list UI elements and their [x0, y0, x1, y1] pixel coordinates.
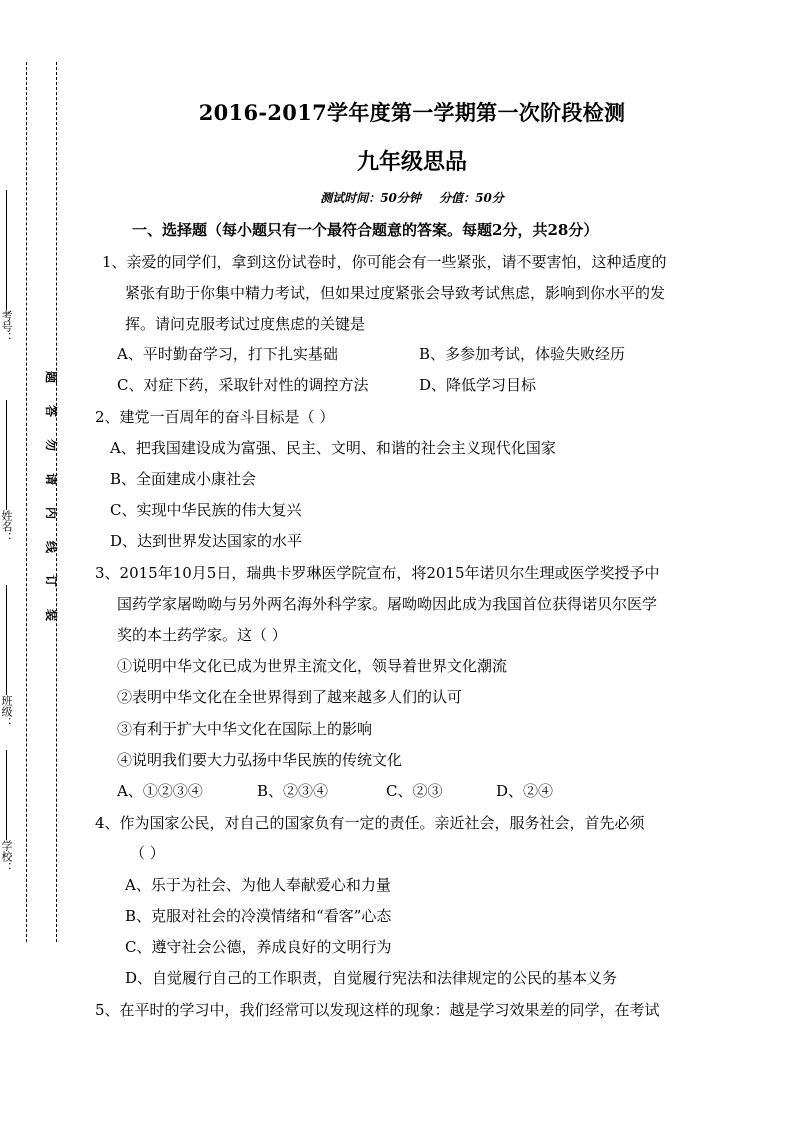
question-2-option-d[interactable]: D、达到世界发达国家的水平: [110, 532, 303, 550]
warning-char: 答: [44, 404, 58, 417]
question-3-option-d[interactable]: D、②④: [496, 782, 554, 800]
exam-meta: [92, 189, 732, 206]
exam-title: 2016-2017学年度第一学期第一次阶段检测: [198, 100, 626, 125]
question-1-option-b[interactable]: B、多参加考试，体验失败经历: [419, 345, 626, 363]
exam-time: 测试时间：50分钟: [320, 191, 421, 205]
binding-warning: [34, 360, 58, 632]
question-4-option-c[interactable]: C、遵守社会公德，养成良好的文明行为: [125, 938, 392, 956]
warning-char: 勿: [44, 438, 58, 451]
question-4-stem: 4、作为国家公民，对自己的国家负有一定的责任。亲近社会，服务社会，首先必须: [95, 814, 645, 832]
name-label: 姓名：: [0, 510, 13, 543]
binding-margin: [0, 0, 70, 1123]
question-2-option-a[interactable]: A、把我国建设成为富强、民主、文明、和谐的社会主义现代化国家: [110, 439, 556, 457]
question-4-option-d[interactable]: D、自觉履行自己的工作职责，自觉履行宪法和法律规定的公民的基本义务: [125, 969, 618, 987]
school-field[interactable]: [0, 750, 14, 873]
question-1-stem: 1、亲爱的同学们，拿到这份试卷时，你可能会有一些紧张，请不要害怕，这种适度的: [102, 253, 667, 271]
question-1-option-d[interactable]: D、降低学习目标: [419, 376, 537, 394]
question-3-option-c[interactable]: C、②③: [386, 782, 443, 800]
question-4-stem: （ ）: [130, 844, 165, 862]
section-title: 一、选择题（每小题只有一个最符合题意的答案。每题2分，共28分）: [132, 221, 599, 239]
question-2-option-b[interactable]: B、全面建成小康社会: [110, 470, 257, 488]
question-3-statement-1: ①说明中华文化已成为世界主流文化，领导着世界文化潮流: [117, 657, 508, 675]
warning-char: 题: [44, 370, 58, 383]
warning-char: 订: [44, 574, 58, 587]
class-field[interactable]: [0, 585, 14, 728]
question-3-stem: 3、2015年10月5日，瑞典卡罗琳医学院宣布，将2015年诺贝尔生理或医学奖授予中: [95, 564, 660, 582]
question-3-stem: 国药学家屠呦呦与另外两名海外科学家。屠呦呦因此成为我国首位获得诺贝尔医学: [117, 595, 658, 613]
question-3-option-a[interactable]: A、①②③④: [117, 782, 203, 800]
question-4-option-a[interactable]: A、乐于为社会、为他人奉献爱心和力量: [125, 876, 391, 894]
school-label: 学校：: [0, 840, 13, 873]
exam-number-label: 考号：: [0, 310, 13, 343]
question-1-stem: 挥。请问克服考试过度焦虑的关键是: [125, 315, 366, 333]
exam-score: 分值：50分: [439, 191, 504, 205]
exam-subject: 九年级思品: [356, 149, 467, 175]
binding-dashed-line: [26, 62, 27, 942]
question-3-statement-2: ②表明中华文化在全世界得到了越来越多人们的认可: [117, 688, 463, 706]
question-3-stem: 奖的本土药学家。这（ ）: [117, 626, 287, 644]
class-label: 班级：: [0, 695, 13, 728]
question-1-option-c[interactable]: C、对症下药，采取针对性的调控方法: [117, 376, 369, 394]
question-2-option-c[interactable]: C、实现中华民族的伟大复兴: [110, 501, 302, 519]
question-1-option-a[interactable]: A、平时勤奋学习，打下扎实基础: [117, 345, 338, 363]
name-field[interactable]: [0, 400, 14, 543]
question-4-option-b[interactable]: B、克服对社会的冷漠情绪和“看客”心态: [125, 907, 392, 925]
warning-char: 内: [44, 506, 58, 519]
question-3-statement-4: ④说明我们要大力弘扬中华民族的传统文化: [117, 751, 403, 769]
question-2-stem: 2、建党一百周年的奋斗目标是（ ）: [95, 408, 335, 426]
warning-char: 线: [44, 540, 58, 553]
warning-char: 装: [44, 608, 58, 621]
exam-number-field[interactable]: [0, 190, 14, 343]
binding-dashed-line: [56, 62, 57, 942]
question-5-stem: 5、在平时的学习中，我们经常可以发现这样的现象：越是学习效果差的同学，在考试: [95, 1001, 660, 1019]
question-3-statement-3: ③有利于扩大中华文化在国际上的影响: [117, 720, 373, 738]
question-3-option-b[interactable]: B、②③④: [257, 782, 329, 800]
warning-char: 请: [44, 472, 58, 485]
question-1-stem: 紧张有助于你集中精力考试，但如果过度紧张会导致考试焦虑，影响到你水平的发: [125, 284, 666, 302]
